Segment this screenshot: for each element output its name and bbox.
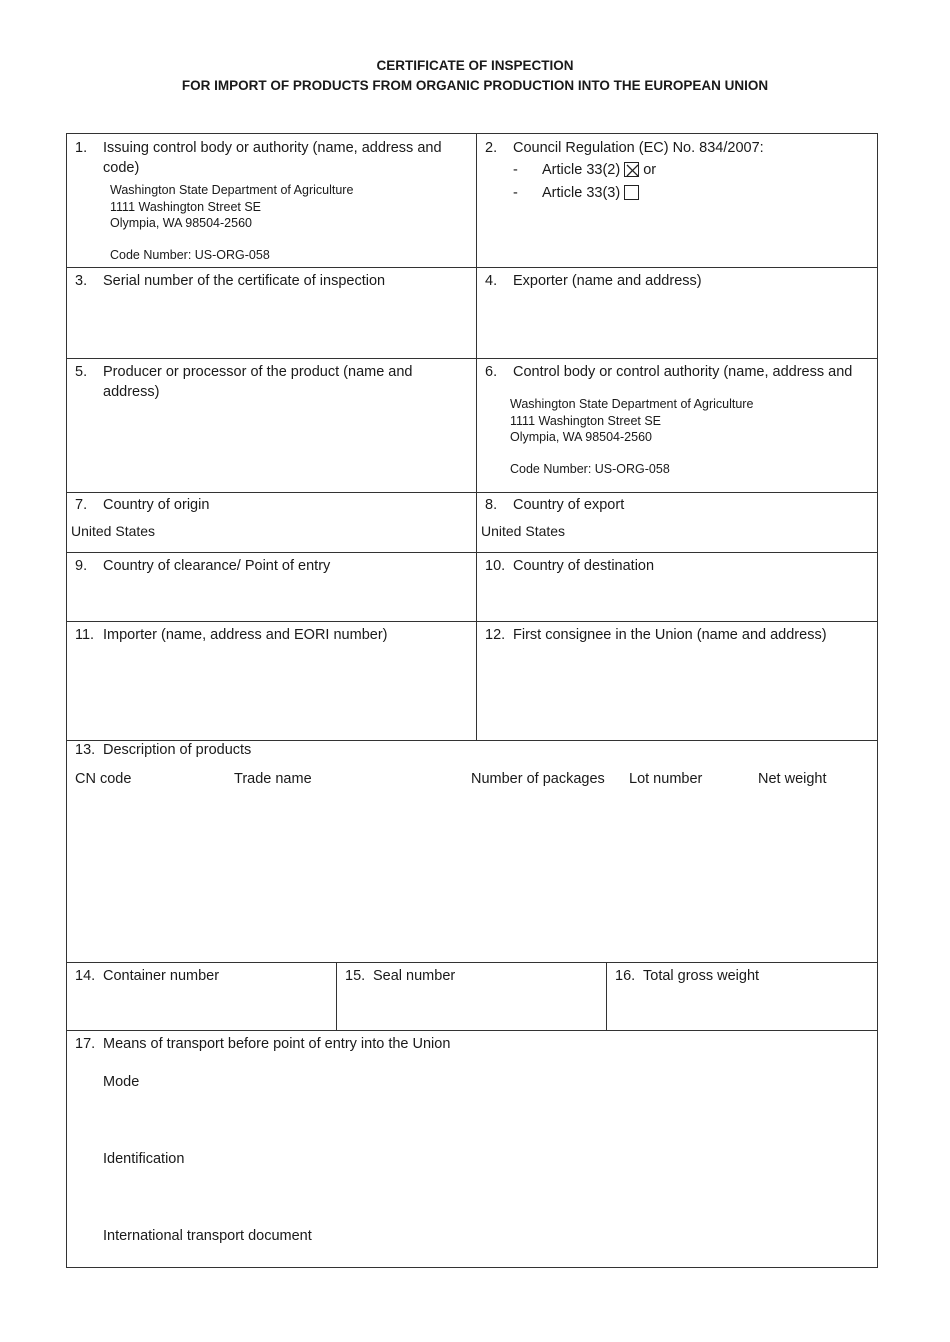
box1-address: Washington State Department of Agriculture 1111 Washington Street SE Olympia, WA 98504-2560 — [110, 183, 354, 230]
article-33-3-checkbox[interactable] — [624, 185, 639, 200]
column-net-weight: Net weight — [758, 771, 827, 787]
certificate-form: 1. Issuing control body or authority (name, address and code) Washington State Department of Agriculture 1111 Washington Street SE Olympia, WA 98504-2560 Code Number: US-ORG-058 2. Council Regulation (EC) No. 834/2007: - Article 33(2) or - Article 33(3) 3. Serial number of the certificate of inspection 4. Exporter (name and address) 5. Producer or processor of the product (name and address) 6. Control body or control authority (name, address and Washington State Department of Agriculture 1111 Washington Street SE Olympia, WA 98504-2560 Code Number: US-ORG-058 7. Country of origin United States 8. Country of export United States 9. Country of clearance/ Point of entry 10. Country of destination 11. Importer (name, address and EORI number) 12. First consignee in the Union (name and address) 13. Description of products CN code Trade name Number of packages Lot number Net weight 14. Container number 15. Seal number 16. Total gross weight 17. Means of transport before point of entry into the Union Mode Identification International transport document — [66, 133, 878, 1268]
checkbox-x-icon — [625, 163, 640, 178]
article-33-2-checkbox[interactable] — [624, 162, 639, 177]
column-trade-name: Trade name — [234, 771, 312, 787]
transport-mode-label: Mode — [103, 1074, 140, 1090]
box1-code: Code Number: US-ORG-058 — [110, 248, 270, 262]
column-cn-code: CN code — [75, 771, 132, 787]
box6-address: Washington State Department of Agriculture 1111 Washington Street SE Olympia, WA 98504-2560 — [510, 397, 754, 444]
box8-value: United States — [481, 523, 566, 539]
column-number-of-packages: Number of packages — [471, 771, 605, 787]
certificate-subtitle: FOR IMPORT OF PRODUCTS FROM ORGANIC PRODUCTION INTO THE EUROPEAN UNION — [181, 78, 769, 93]
box7-value: United States — [71, 523, 156, 539]
certificate-title: CERTIFICATE OF INSPECTION — [376, 58, 574, 73]
transport-document-label: International transport document — [103, 1228, 312, 1244]
column-lot-number: Lot number — [629, 771, 703, 787]
box6-code: Code Number: US-ORG-058 — [510, 462, 670, 476]
transport-identification-label: Identification — [103, 1151, 185, 1167]
